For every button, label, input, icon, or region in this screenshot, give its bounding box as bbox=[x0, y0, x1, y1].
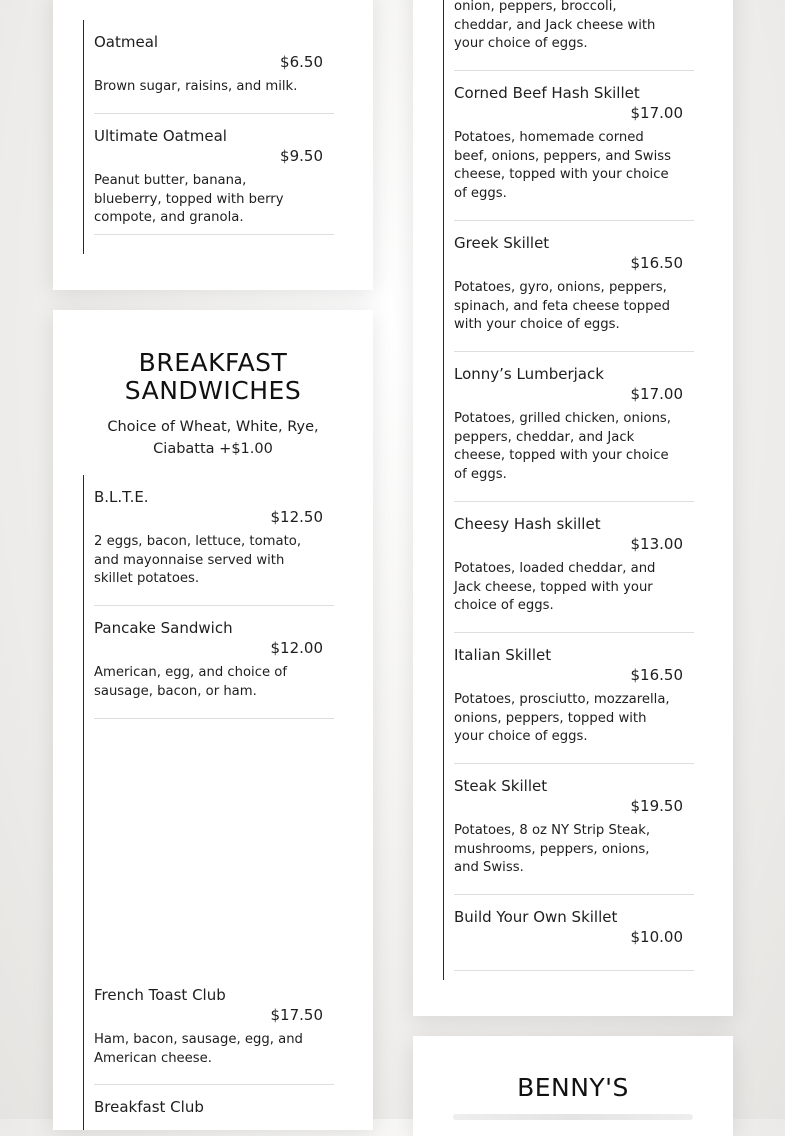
item-price: $17.50 bbox=[270, 1006, 323, 1024]
menu-item-italian-skillet[interactable] bbox=[454, 646, 694, 764]
item-price: $12.50 bbox=[270, 508, 323, 526]
item-name: Pancake Sandwich bbox=[94, 619, 233, 637]
skillets-card bbox=[413, 0, 733, 1016]
item-price: $16.50 bbox=[630, 254, 683, 272]
item-name: B.L.T.E. bbox=[94, 488, 149, 506]
item-price: $16.50 bbox=[630, 666, 683, 684]
item-price: $10.00 bbox=[630, 928, 683, 946]
item-price: $17.00 bbox=[630, 104, 683, 122]
menu-item-partial[interactable] bbox=[454, 0, 694, 71]
item-price: $9.50 bbox=[280, 147, 323, 165]
item-description: Potatoes, loaded cheddar, and Jack cheese, topped with your choice of eggs. bbox=[454, 561, 656, 614]
item-name: Ultimate Oatmeal bbox=[94, 127, 227, 145]
item-price: $12.00 bbox=[270, 639, 323, 657]
item-description: Potatoes, homemade corned beef, onions, peppers, and Swiss cheese, topped with your choice of eggs. bbox=[454, 130, 671, 201]
menu-item-breakfast-club[interactable] bbox=[94, 1098, 334, 1130]
bennys-card bbox=[413, 1036, 733, 1136]
item-description: Peanut butter, banana, blueberry, topped with berry compote, and granola. bbox=[94, 173, 284, 226]
item-description: Brown sugar, raisins, and milk. bbox=[94, 79, 298, 94]
menu-item-lonnys-lumberjack[interactable] bbox=[454, 365, 694, 502]
breakfast-sandwiches-card bbox=[53, 310, 373, 1130]
section-title: BENNY'S bbox=[517, 1073, 629, 1102]
item-price: $17.00 bbox=[630, 385, 683, 403]
item-name: Greek Skillet bbox=[454, 234, 550, 252]
item-description: Ham, bacon, sausage, egg, and American cheese. bbox=[94, 1032, 303, 1066]
item-name: Oatmeal bbox=[94, 33, 159, 51]
item-name: Steak Skillet bbox=[454, 777, 548, 795]
item-description: Potatoes, 8 oz NY Strip Steak, mushrooms, peppers, onions, and Swiss. bbox=[454, 823, 651, 876]
menu-item-steak-skillet[interactable] bbox=[454, 777, 694, 895]
item-price: $19.50 bbox=[630, 797, 683, 815]
menu-item-cheesy-hash-skillet[interactable] bbox=[454, 515, 694, 633]
item-name: French Toast Club bbox=[94, 986, 226, 1004]
item-description: American, egg, and choice of sausage, bacon, or ham. bbox=[94, 665, 287, 699]
menu-item-greek-skillet[interactable] bbox=[454, 234, 694, 352]
sandwich-item-list bbox=[83, 475, 344, 1130]
section-subtitle: Choice of Wheat, White, Rye, Ciabatta +$1.00 bbox=[107, 419, 319, 457]
subtitle-faded-placeholder bbox=[453, 1114, 693, 1120]
menu-item-ultimate-oatmeal[interactable] bbox=[94, 127, 334, 235]
section-title-line-2: SANDWICHES bbox=[124, 376, 302, 405]
section-title bbox=[53, 349, 373, 405]
item-name: Corned Beef Hash Skillet bbox=[454, 84, 640, 102]
item-name: Italian Skillet bbox=[454, 646, 552, 664]
item-description: Potatoes, gyro, onions, peppers, spinach, and feta cheese topped with your choice of eggs. bbox=[454, 280, 671, 333]
oatmeal-card bbox=[53, 0, 373, 290]
item-price: $13.00 bbox=[630, 535, 683, 553]
item-price: $6.50 bbox=[280, 53, 323, 71]
item-name: Lonny’s Lumberjack bbox=[454, 365, 604, 383]
item-description: 2 eggs, bacon, lettuce, tomato, and mayonnaise served with skillet potatoes. bbox=[94, 534, 302, 587]
item-description: Potatoes, prosciutto, mozzarella, onions, peppers, topped with your choice of eggs. bbox=[454, 692, 670, 745]
menu-item-build-your-own-skillet[interactable] bbox=[454, 908, 694, 971]
menu-item-blte[interactable] bbox=[94, 488, 334, 606]
menu-item-pancake-sandwich[interactable] bbox=[94, 619, 334, 719]
oatmeal-item-list bbox=[83, 20, 344, 254]
menu-item-oatmeal[interactable] bbox=[94, 33, 334, 114]
item-name: Build Your Own Skillet bbox=[454, 908, 618, 926]
item-description: onion, peppers, broccoli, cheddar, and Jack cheese with your choice of eggs. bbox=[454, 0, 656, 52]
skillet-item-list bbox=[443, 0, 704, 980]
item-description: Potatoes, grilled chicken, onions, peppers, cheddar, and Jack cheese, topped with your choice of eggs. bbox=[454, 411, 671, 482]
menu-item-french-toast-club[interactable] bbox=[94, 986, 334, 1085]
section-title-line-1: BREAKFAST bbox=[138, 348, 288, 377]
item-name: Cheesy Hash skillet bbox=[454, 515, 601, 533]
menu-item-corned-beef-hash-skillet[interactable] bbox=[454, 84, 694, 221]
item-name: Breakfast Club bbox=[94, 1098, 204, 1116]
